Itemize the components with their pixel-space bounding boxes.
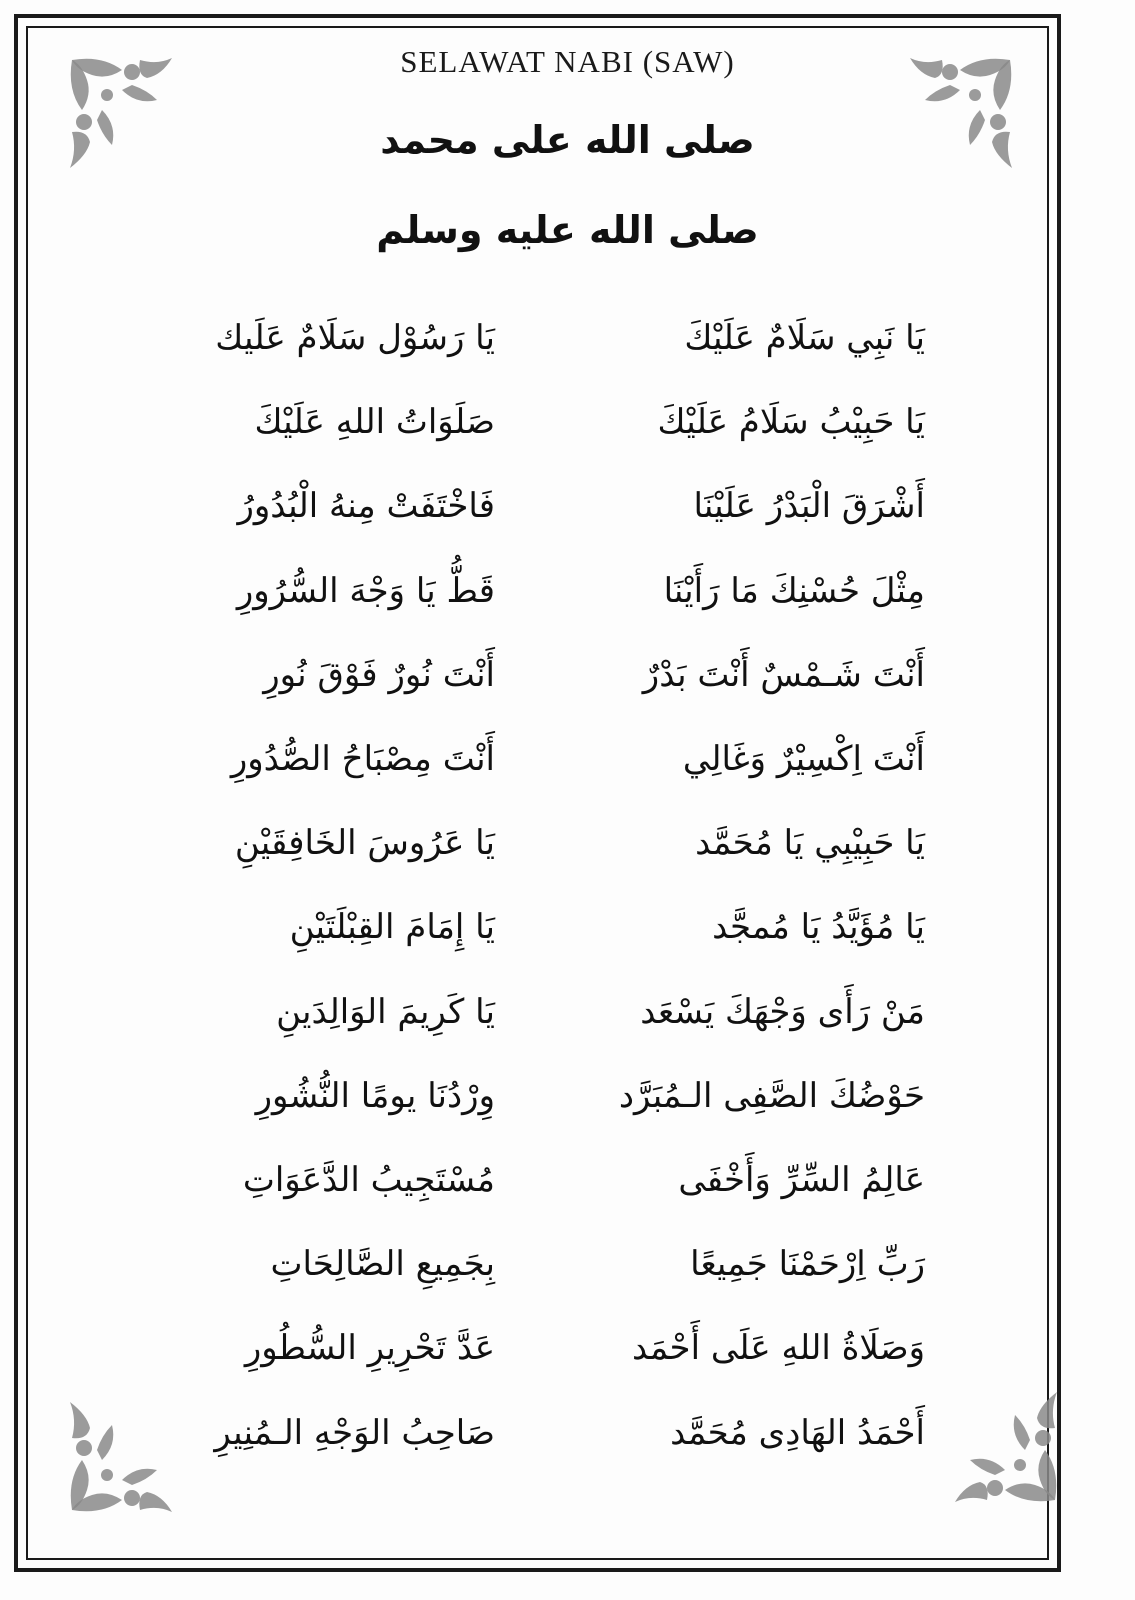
verse-right-half: أَنْتَ اِكْسِيْرٌ وَغَالِي [682, 739, 925, 779]
verse-row [0, 823, 1135, 883]
verse-row [0, 992, 1135, 1052]
verse-left-half: عَدَّ تَحْرِيرِ السُّطُورِ [244, 1328, 495, 1369]
verse-left-half: أَنْتَ مِصْبَاحُ الصُّدُورِ [230, 739, 495, 779]
verse-right-half: يَا حَبِيْبُ سَلَامُ عَلَيْكَ [657, 402, 925, 443]
verse-left-half: يَا إِمَامَ القِبْلَتَيْنِ [289, 907, 495, 948]
verse-row [0, 1076, 1135, 1136]
verse-row [0, 739, 1135, 799]
verse-row [0, 1328, 1135, 1388]
arabic-heading-1: صلى الله على محمد [380, 118, 755, 162]
verse-left-half: فَاخْتَفَتْ مِنهُ الْبُدُورُ [237, 486, 495, 527]
verse-right-half: أَنْتَ شَـمْسٌ أَنْتَ بَدْرٌ [642, 654, 925, 695]
verse-right-half: مِثْلَ حُسْنِكَ مَا رَأَيْنَا [663, 570, 925, 611]
verse-right-half: أَشْرَقَ الْبَدْرُ عَلَيْنَا [693, 486, 925, 527]
verse-right-half: أَحْمَدُ الهَادِى مُحَمَّد [670, 1412, 925, 1453]
verse-left-half: أَنْتَ نُورٌ فَوْقَ نُورِ [263, 654, 495, 695]
verse-row [0, 402, 1135, 462]
verse-right-half: يَا حَبِيْبِي يَا مُحَمَّد [695, 823, 925, 864]
verse-left-half: قَطُّ يَا وَجْهَ السُّرُورِ [236, 570, 495, 611]
verse-row [0, 571, 1135, 631]
page-title: SELAWAT NABI (SAW) [400, 44, 735, 79]
verse-row [0, 907, 1135, 967]
verse-right-half: حَوْضُكَ الصَّفِى الـمُبَرَّد [618, 1075, 925, 1116]
verse-row [0, 486, 1135, 546]
verse-right-half: يَا مُؤَيَّدُ يَا مُمجَّد [712, 907, 925, 948]
verse-right-half: عَالِمُ السِّرِّ وَأَخْفَى [678, 1160, 925, 1200]
verse-row [0, 318, 1135, 378]
verse-row [0, 1413, 1135, 1473]
verse-left-half: يَا عَرُوسَ الخَافِقَيْنِ [234, 823, 495, 864]
verse-right-half: رَبِّ اِرْحَمْنَا جَمِيعًا [690, 1244, 925, 1285]
verse-row [0, 1244, 1135, 1304]
verse-left-half: بِجَمِيعِ الصَّالِحَاتِ [270, 1244, 495, 1285]
verse-left-half: مُسْتَجِيبُ الدَّعَوَاتِ [242, 1160, 495, 1200]
verse-right-half: وَصَلَاةُ اللهِ عَلَى أَحْمَد [632, 1328, 925, 1369]
verse-left-half: صَلَوَاتُ اللهِ عَلَيْكَ [254, 402, 495, 443]
verse-right-half: يَا نَبِي سَلَامٌ عَلَيْكَ [684, 318, 925, 358]
verse-left-half: يَا كَرِيمَ الوَالِدَينِ [276, 991, 495, 1032]
verse-right-half: مَنْ رَأَى وَجْهَكَ يَسْعَد [640, 991, 925, 1032]
verse-row [0, 655, 1135, 715]
verse-left-half: وِرْدُنَا يومًا النُّشُورِ [255, 1075, 495, 1116]
verse-row [0, 1160, 1135, 1220]
verse-left-half: يَا رَسُوْل سَلَامٌ عَلَيك [215, 318, 495, 358]
verse-left-half: صَاحِبُ الوَجْهِ الـمُنِيرِ [214, 1412, 495, 1453]
arabic-heading-2: صلى الله عليه وسلم [376, 208, 759, 252]
